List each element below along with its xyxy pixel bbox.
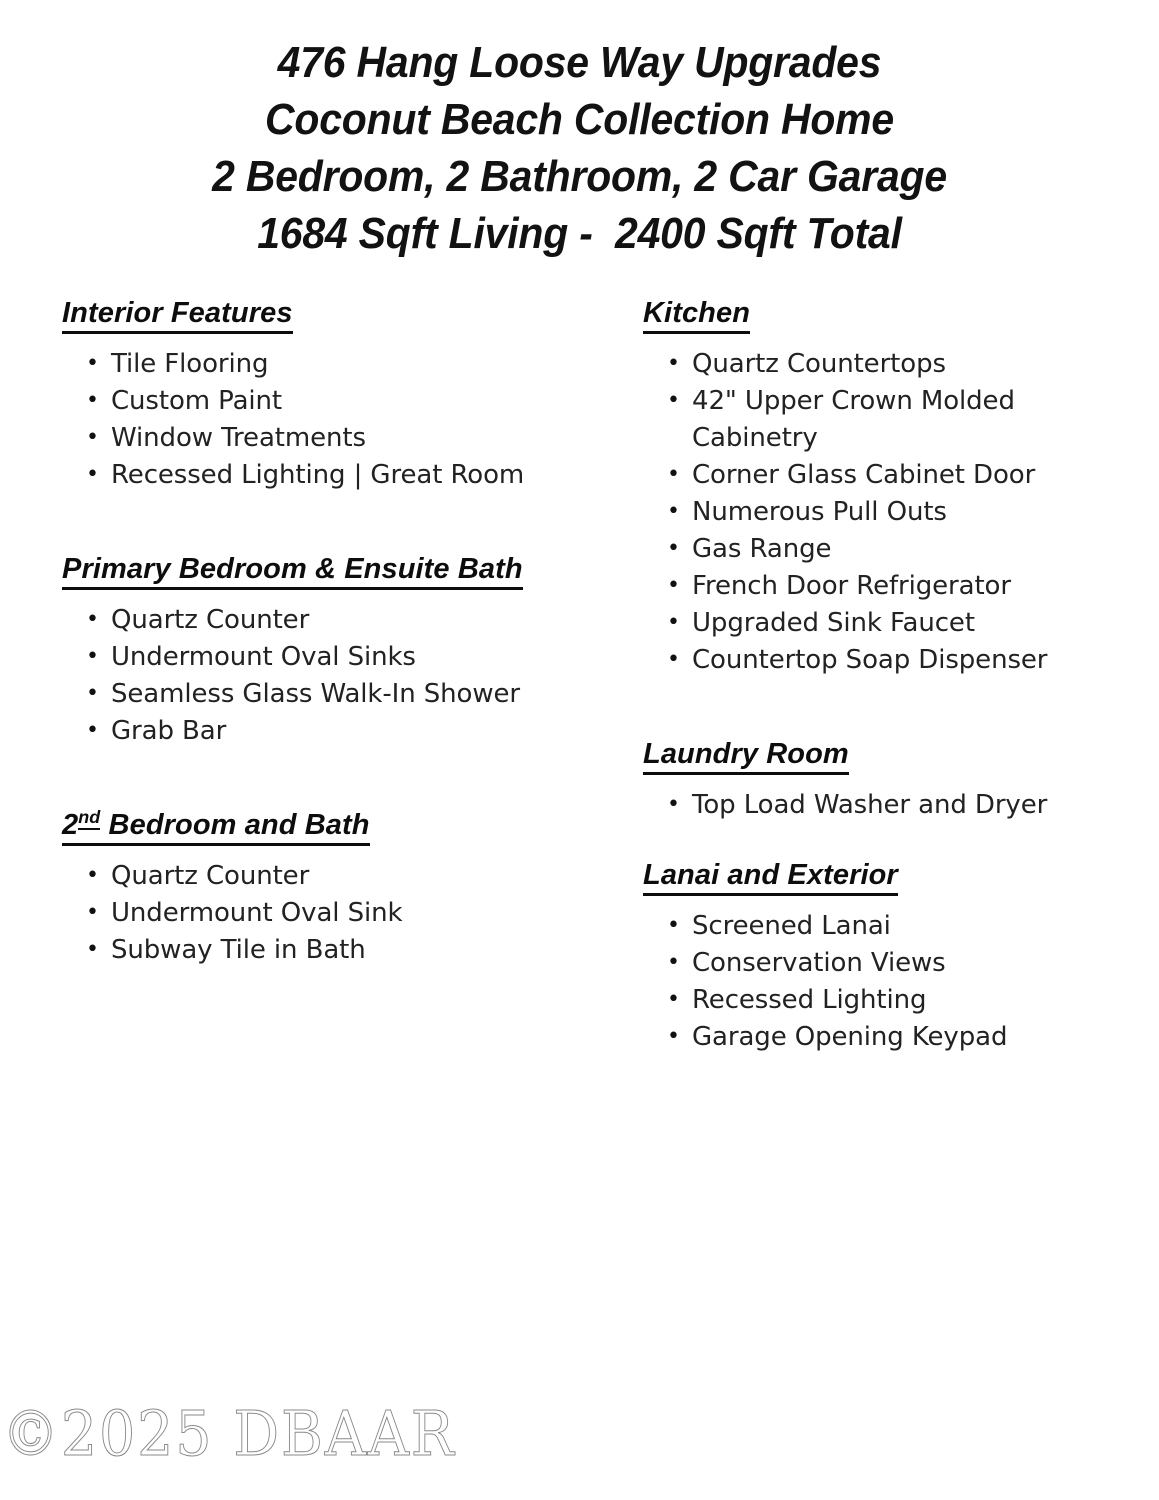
list-item: • Undermount Oval Sink (62, 895, 607, 932)
list-item: • Screened Lanai (643, 908, 1113, 945)
section-heading-primary-bedroom-ensuite-bath: Primary Bedroom & Ensuite Bath (62, 552, 523, 590)
list-kitchen (643, 346, 1113, 679)
section-interior-features (62, 296, 607, 494)
list-item: • Top Load Washer and Dryer (643, 787, 1113, 824)
right-column (643, 296, 1113, 1056)
copyright-watermark: ©2025 DBAAR (2, 1397, 456, 1470)
section-second-bedroom-and-bath (62, 808, 607, 969)
list-item: • Grab Bar (62, 713, 607, 750)
list-lanai-and-exterior (643, 908, 1113, 1056)
list-item: • 42" Upper Crown Molded Cabinetry (643, 383, 1113, 457)
list-item: • Upgraded Sink Faucet (643, 605, 1113, 642)
section-heading-second-bedroom-suffix: Bedroom and Bath (100, 809, 370, 841)
title-line-1: 476 Hang Loose Way Upgrades (277, 38, 882, 87)
section-laundry-room (643, 737, 1113, 824)
list-item: • Recessed Lighting (643, 982, 1113, 1019)
list-item: • Corner Glass Cabinet Door (643, 457, 1113, 494)
list-laundry-room (643, 787, 1113, 824)
list-item: • Tile Flooring (62, 346, 607, 383)
list-item: • Seamless Glass Walk-In Shower (62, 676, 607, 713)
list-item: • Quartz Counter (62, 858, 607, 895)
list-interior-features (62, 346, 607, 494)
left-column (62, 296, 607, 969)
list-primary-bedroom-ensuite-bath (62, 602, 607, 750)
title-line-4: 1684 Sqft Living - 2400 Sqft Total (257, 209, 902, 258)
list-item: • Custom Paint (62, 383, 607, 420)
list-item: • Undermount Oval Sinks (62, 639, 607, 676)
title-line-2: Coconut Beach Collection Home (265, 95, 894, 144)
list-item: • Window Treatments (62, 420, 607, 457)
list-item: • Countertop Soap Dispenser (643, 642, 1113, 679)
section-heading-second-bedroom-and-bath (62, 808, 370, 846)
list-item: • Subway Tile in Bath (62, 932, 607, 969)
list-item: • French Door Refrigerator (643, 568, 1113, 605)
page-title (0, 34, 1159, 262)
list-item: • Quartz Counter (62, 602, 607, 639)
section-heading-laundry-room: Laundry Room (643, 737, 849, 775)
section-heading-interior-features: Interior Features (62, 296, 293, 334)
list-second-bedroom-and-bath (62, 858, 607, 969)
section-heading-kitchen: Kitchen (643, 296, 750, 334)
features-columns (0, 296, 1159, 1096)
list-item: • Numerous Pull Outs (643, 494, 1113, 531)
list-item: • Recessed Lighting | Great Room (62, 457, 607, 494)
section-primary-bedroom-ensuite-bath (62, 552, 607, 750)
title-line-3: 2 Bedroom, 2 Bathroom, 2 Car Garage (212, 152, 947, 201)
list-item: • Conservation Views (643, 945, 1113, 982)
list-item: • Quartz Countertops (643, 346, 1113, 383)
list-item: • Gas Range (643, 531, 1113, 568)
section-heading-second-bedroom-superscript: nd (78, 807, 100, 830)
section-kitchen (643, 296, 1113, 679)
list-item: • Garage Opening Keypad (643, 1019, 1113, 1056)
section-heading-second-bedroom-prefix: 2 (62, 809, 79, 841)
section-heading-lanai-and-exterior: Lanai and Exterior (643, 858, 898, 896)
section-lanai-and-exterior (643, 858, 1113, 1056)
